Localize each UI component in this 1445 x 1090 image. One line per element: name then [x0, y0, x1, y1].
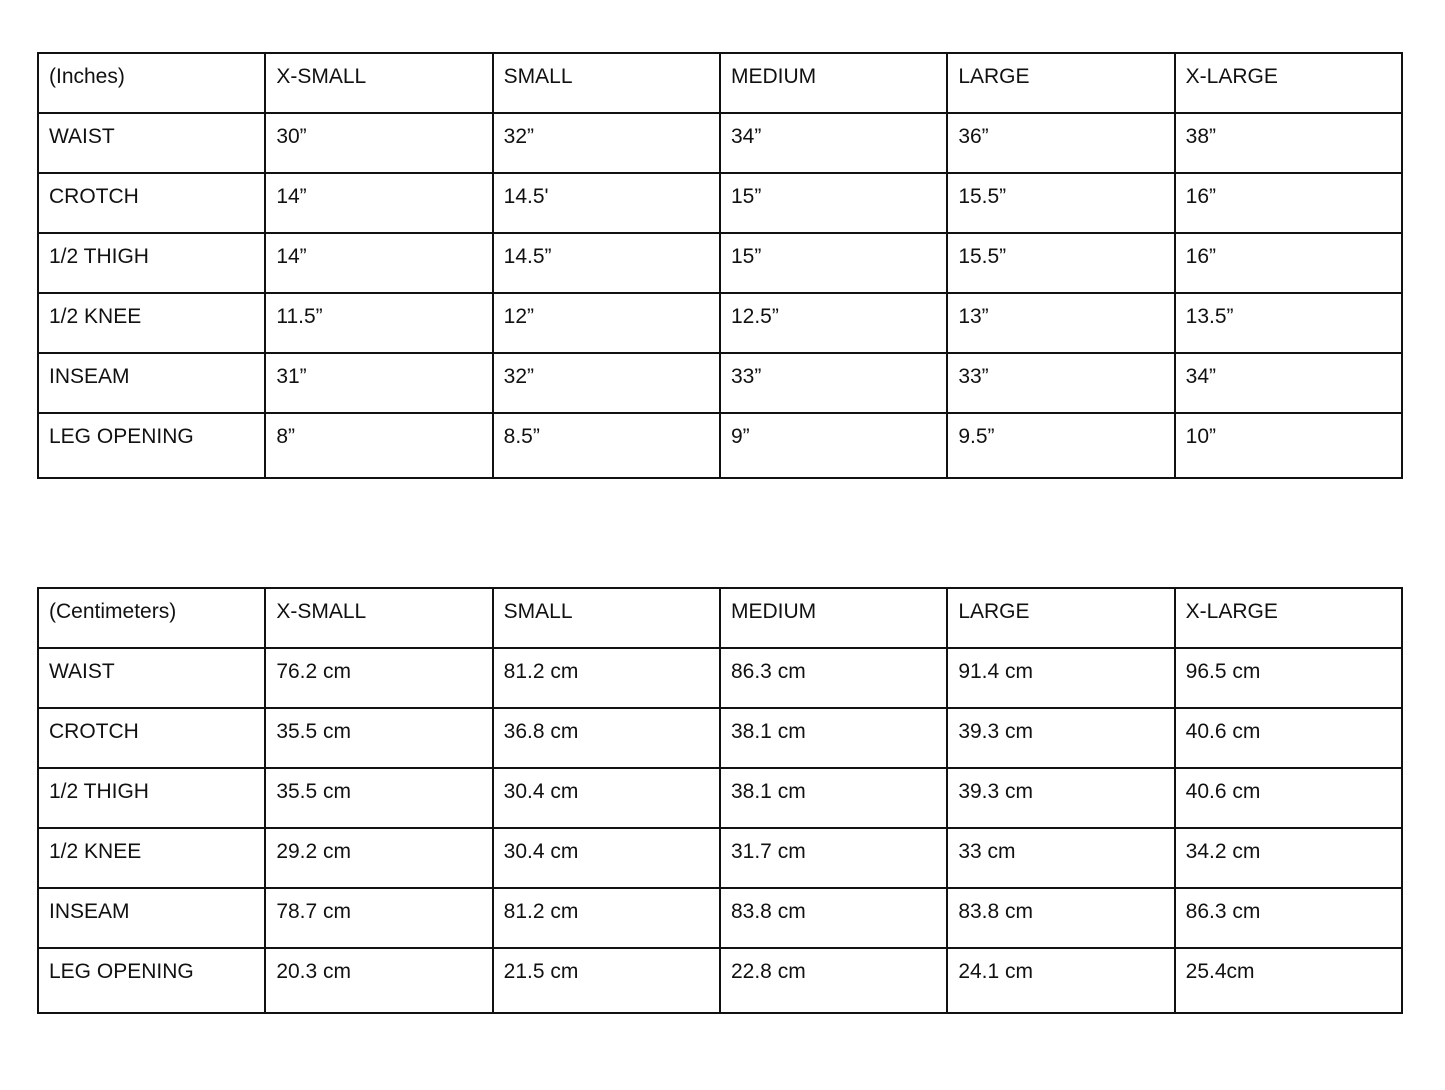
table-row: [38, 768, 1402, 828]
table-cell: 40.6 cm: [1175, 768, 1402, 828]
size-chart-inches: [37, 52, 1403, 479]
row-label: CROTCH: [38, 173, 265, 233]
table-cell: 33”: [720, 353, 947, 413]
table-row: [38, 293, 1402, 353]
table-cell: 86.3 cm: [720, 648, 947, 708]
row-label: 1/2 KNEE: [38, 293, 265, 353]
table-cell: 14”: [265, 173, 492, 233]
table-row: [38, 888, 1402, 948]
table-cell: 36”: [947, 113, 1174, 173]
table-cell: 35.5 cm: [265, 708, 492, 768]
table-cell: 14.5”: [493, 233, 720, 293]
table-cell: 20.3 cm: [265, 948, 492, 1013]
table-row: [38, 413, 1402, 478]
table-cell: 24.1 cm: [947, 948, 1174, 1013]
table-cell: 30.4 cm: [493, 828, 720, 888]
table-cell: 83.8 cm: [720, 888, 947, 948]
column-header: SMALL: [493, 588, 720, 648]
row-label: INSEAM: [38, 353, 265, 413]
table-cell: 30.4 cm: [493, 768, 720, 828]
table-cell: 81.2 cm: [493, 888, 720, 948]
size-chart-centimeters: [37, 587, 1403, 1014]
table-cell: 34.2 cm: [1175, 828, 1402, 888]
table-cell: 78.7 cm: [265, 888, 492, 948]
column-header: X-SMALL: [265, 588, 492, 648]
row-label: LEG OPENING: [38, 948, 265, 1013]
table-cell: 31”: [265, 353, 492, 413]
table-cell: 86.3 cm: [1175, 888, 1402, 948]
row-label: WAIST: [38, 113, 265, 173]
column-header: LARGE: [947, 588, 1174, 648]
table-row: [38, 233, 1402, 293]
table-cell: 34”: [1175, 353, 1402, 413]
table-row: [38, 173, 1402, 233]
table-row: [38, 948, 1402, 1013]
table-cell: 15”: [720, 173, 947, 233]
table-cell: 16”: [1175, 233, 1402, 293]
row-label: WAIST: [38, 648, 265, 708]
table-cell: 15.5”: [947, 173, 1174, 233]
unit-label: (Centimeters): [38, 588, 265, 648]
table-cell: 32”: [493, 353, 720, 413]
table-cell: 15”: [720, 233, 947, 293]
column-header: MEDIUM: [720, 53, 947, 113]
table-cell: 12”: [493, 293, 720, 353]
table-cell: 33”: [947, 353, 1174, 413]
row-label: 1/2 THIGH: [38, 233, 265, 293]
column-header: X-LARGE: [1175, 588, 1402, 648]
column-header: MEDIUM: [720, 588, 947, 648]
table-cell: 25.4cm: [1175, 948, 1402, 1013]
row-label: INSEAM: [38, 888, 265, 948]
column-header: LARGE: [947, 53, 1174, 113]
header-row: [38, 53, 1402, 113]
table-cell: 40.6 cm: [1175, 708, 1402, 768]
row-label: LEG OPENING: [38, 413, 265, 478]
table-cell: 29.2 cm: [265, 828, 492, 888]
table-cell: 38”: [1175, 113, 1402, 173]
table-cell: 8.5”: [493, 413, 720, 478]
table-cell: 38.1 cm: [720, 768, 947, 828]
table-cell: 96.5 cm: [1175, 648, 1402, 708]
table-cell: 8”: [265, 413, 492, 478]
table-cell: 12.5”: [720, 293, 947, 353]
table-cell: 34”: [720, 113, 947, 173]
unit-label: (Inches): [38, 53, 265, 113]
table-cell: 33 cm: [947, 828, 1174, 888]
table-cell: 38.1 cm: [720, 708, 947, 768]
table-cell: 81.2 cm: [493, 648, 720, 708]
table-cell: 30”: [265, 113, 492, 173]
table-row: [38, 113, 1402, 173]
column-header: X-SMALL: [265, 53, 492, 113]
table-cell: 76.2 cm: [265, 648, 492, 708]
table-cell: 35.5 cm: [265, 768, 492, 828]
table-cell: 16”: [1175, 173, 1402, 233]
table-cell: 11.5”: [265, 293, 492, 353]
table-row: [38, 648, 1402, 708]
header-row: [38, 588, 1402, 648]
table-cell: 39.3 cm: [947, 708, 1174, 768]
table-cell: 36.8 cm: [493, 708, 720, 768]
row-label: CROTCH: [38, 708, 265, 768]
table-cell: 13”: [947, 293, 1174, 353]
table-cell: 39.3 cm: [947, 768, 1174, 828]
column-header: X-LARGE: [1175, 53, 1402, 113]
table-cell: 10”: [1175, 413, 1402, 478]
table-cell: 32”: [493, 113, 720, 173]
table-cell: 21.5 cm: [493, 948, 720, 1013]
column-header: SMALL: [493, 53, 720, 113]
table-cell: 15.5”: [947, 233, 1174, 293]
table-cell: 22.8 cm: [720, 948, 947, 1013]
table-cell: 31.7 cm: [720, 828, 947, 888]
table-cell: 9.5”: [947, 413, 1174, 478]
table-cell: 14”: [265, 233, 492, 293]
table-cell: 83.8 cm: [947, 888, 1174, 948]
table-cell: 9”: [720, 413, 947, 478]
table-cell: 13.5”: [1175, 293, 1402, 353]
table-row: [38, 353, 1402, 413]
table-cell: 14.5': [493, 173, 720, 233]
table-row: [38, 828, 1402, 888]
table-row: [38, 708, 1402, 768]
table-cell: 91.4 cm: [947, 648, 1174, 708]
row-label: 1/2 KNEE: [38, 828, 265, 888]
row-label: 1/2 THIGH: [38, 768, 265, 828]
